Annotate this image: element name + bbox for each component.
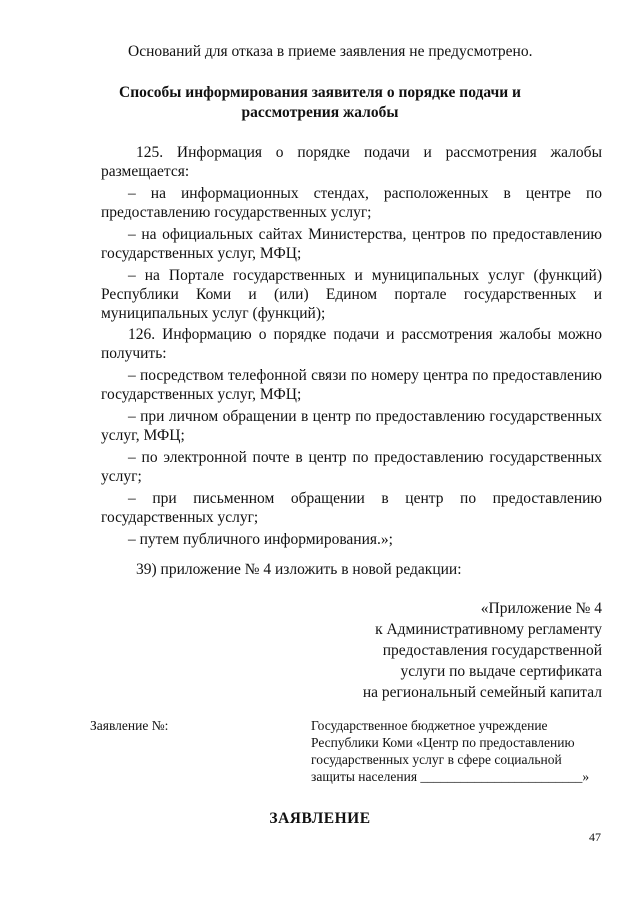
p39: 39) приложение № 4 изложить в новой редакции:	[136, 561, 462, 578]
item-email-line1: – по электронной почте в центр по предоставлению государственных	[128, 449, 602, 466]
item-stands-line1: – на информационных стендах, расположенных в центре по	[128, 185, 602, 202]
item-portal-line3: муниципальных услуг (функций);	[101, 305, 326, 322]
item-stands-line2: предоставлению государственных услуг;	[101, 204, 372, 221]
p126-line2: получить:	[101, 345, 167, 362]
item-written-line1: – при письменном обращении в центр по предоставлению	[128, 490, 602, 507]
item-phone-line1: – посредством телефонной связи по номеру центра по предоставлению	[128, 367, 602, 384]
addressee-line4: защиты населения ________________________»	[311, 769, 590, 784]
appendix-header-line5: на региональный семейный капитал	[362, 684, 602, 701]
addressee-line2: Республики Коми «Центр по предоставлению	[311, 735, 575, 750]
addressee-line3: государственных услуг в сфере социальной	[311, 752, 562, 767]
p125-line2: размещается:	[101, 163, 190, 180]
top-line: Оснований для отказа в приеме заявления не предусмотрено.	[128, 43, 533, 60]
item-sites-line1: – на официальных сайтах Министерства, центров по предоставлению	[128, 226, 602, 243]
item-public: – путем публичного информирования.»;	[128, 531, 393, 548]
appendix-header-line4: услуги по выдаче сертификата	[400, 663, 602, 680]
item-personal-line1: – при личном обращении в центр по предоставлению государственных	[128, 408, 602, 425]
item-phone-line2: государственных услуг, МФЦ;	[101, 386, 302, 403]
section-title-line2: рассмотрения жалобы	[241, 104, 399, 121]
p126-line1: 126. Информацию о порядке подачи и рассмотрения жалобы можно	[128, 326, 602, 343]
item-sites-line2: государственных услуг, МФЦ;	[101, 245, 302, 262]
item-personal-line2: услуг, МФЦ;	[101, 427, 185, 444]
p125-line1: 125. Информация о порядке подачи и рассмотрения жалобы	[136, 144, 602, 161]
item-written-line2: государственных услуг;	[101, 509, 259, 526]
appendix-header-line2: к Административному регламенту	[375, 621, 602, 638]
form-title: ЗАЯВЛЕНИЕ	[269, 810, 371, 827]
application-number-label: Заявление №:	[90, 718, 169, 733]
item-portal-line2: Республики Коми и (или) Едином портале государственных и	[101, 286, 602, 303]
section-title-line1: Способы информирования заявителя о порядке подачи и	[119, 84, 521, 101]
item-portal-line1: – на Портале государственных и муниципальных услуг (функций)	[128, 267, 602, 284]
appendix-header-line1: «Приложение № 4	[480, 600, 602, 617]
item-email-line2: услуг;	[101, 468, 142, 485]
page-number: 47	[589, 830, 601, 844]
appendix-header-line3: предоставления государственной	[382, 642, 602, 659]
addressee-line1: Государственное бюджетное учреждение	[311, 718, 548, 733]
